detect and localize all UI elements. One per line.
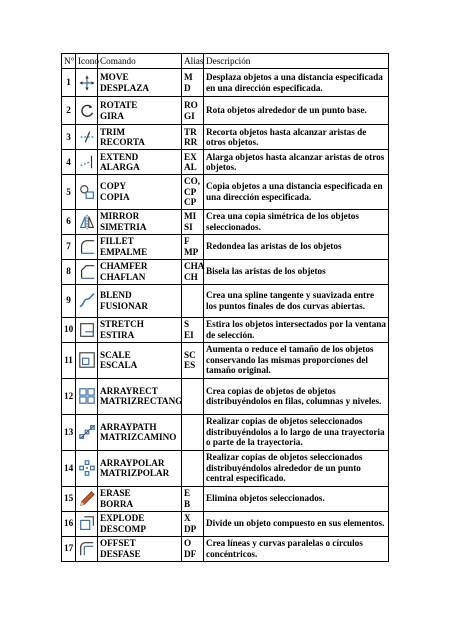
command-alias: SC ES xyxy=(182,342,204,378)
table-row xyxy=(62,97,389,125)
command-alias: S EI xyxy=(182,317,204,342)
command-name: BLEND FUSIONAR xyxy=(98,284,182,317)
command-description: Divide un objeto compuesto en sus elementos. xyxy=(204,511,389,536)
command-alias: EX AL xyxy=(182,150,204,175)
command-name: SCALE ESCALA xyxy=(98,342,182,378)
command-alias: CO, CP CP xyxy=(182,175,204,210)
stretch-icon xyxy=(76,317,98,342)
arraypath-icon xyxy=(76,414,98,450)
scale-icon xyxy=(76,342,98,378)
row-number: 13 xyxy=(62,414,76,450)
command-description: Desplaza objetos a una distancia especificada en una dirección especificada. xyxy=(204,69,389,97)
command-alias: X DP xyxy=(182,511,204,536)
command-name: ARRAYRECT MATRIZRECTANG xyxy=(98,378,182,414)
row-number: 1 xyxy=(62,69,76,97)
header-command: Comando xyxy=(98,54,182,69)
table-row xyxy=(62,284,389,317)
command-alias: TR RR xyxy=(182,125,204,150)
command-name: OFFSET DESFASE xyxy=(98,536,182,561)
table-row xyxy=(62,234,389,259)
command-alias xyxy=(182,450,204,486)
table-row xyxy=(62,317,389,342)
command-description: Redondea las aristas de los objetos xyxy=(204,234,389,259)
command-alias: CHA CH xyxy=(182,259,204,284)
command-description: Crea copias de objetos de objetos distribuyéndolos en filas, columnas y niveles. xyxy=(204,378,389,414)
command-description: Estira los objetos intersectados por la ventana de selección. xyxy=(204,317,389,342)
command-alias: F MP xyxy=(182,234,204,259)
command-name: ARRAYPATH MATRIZCAMINO xyxy=(98,414,182,450)
table-row xyxy=(62,125,389,150)
command-name: ARRAYPOLAR MATRIZPOLAR xyxy=(98,450,182,486)
command-name: MOVE DESPLAZA xyxy=(98,69,182,97)
table-row xyxy=(62,209,389,234)
row-number: 12 xyxy=(62,378,76,414)
row-number: 4 xyxy=(62,150,76,175)
move-icon xyxy=(76,69,98,97)
command-alias xyxy=(182,414,204,450)
row-number: 11 xyxy=(62,342,76,378)
trim-icon xyxy=(76,125,98,150)
command-name: CHAMFER CHAFLAN xyxy=(98,259,182,284)
command-alias xyxy=(182,284,204,317)
row-number: 9 xyxy=(62,284,76,317)
mirror-icon xyxy=(76,209,98,234)
command-alias: M D xyxy=(182,69,204,97)
command-description: Crea una copia simétrica de los objetos seleccionados. xyxy=(204,209,389,234)
command-description: Bisela las aristas de los objetos xyxy=(204,259,389,284)
arraypolar-icon xyxy=(76,450,98,486)
command-name: EXTEND ALARGA xyxy=(98,150,182,175)
command-description: Aumenta o reduce el tamaño de los objetos conservando las mismas proporciones del tamaño original. xyxy=(204,342,389,378)
table-row xyxy=(62,536,389,561)
command-name: FILLET EMPALME xyxy=(98,234,182,259)
command-description: Rota objetos alrededor de un punto base. xyxy=(204,97,389,125)
command-description: Realizar copias de objetos seleccionados distribuyéndolos alrededor de un punto central especificado. xyxy=(204,450,389,486)
row-number: 8 xyxy=(62,259,76,284)
command-name: ROTATE GIRA xyxy=(98,97,182,125)
table-row xyxy=(62,511,389,536)
rotate-icon xyxy=(76,97,98,125)
table-row xyxy=(62,342,389,378)
header-icon: Icono xyxy=(76,54,98,69)
command-description: Recorta objetos hasta alcanzar aristas de otros objetos. xyxy=(204,125,389,150)
command-alias xyxy=(182,378,204,414)
row-number: 2 xyxy=(62,97,76,125)
row-number: 6 xyxy=(62,209,76,234)
table-row xyxy=(62,486,389,511)
table-row xyxy=(62,175,389,210)
command-name: MIRROR SIMETRIA xyxy=(98,209,182,234)
command-alias: E B xyxy=(182,486,204,511)
command-description: Elimina objetos seleccionados. xyxy=(204,486,389,511)
blend-icon xyxy=(76,284,98,317)
command-name: STRETCH ESTIRA xyxy=(98,317,182,342)
row-number: 17 xyxy=(62,536,76,561)
fillet-icon xyxy=(76,234,98,259)
table-row xyxy=(62,450,389,486)
table-row xyxy=(62,414,389,450)
row-number: 16 xyxy=(62,511,76,536)
row-number: 10 xyxy=(62,317,76,342)
header-row xyxy=(62,54,389,69)
commands-table xyxy=(61,53,389,562)
row-number: 15 xyxy=(62,486,76,511)
header-alias: Alias xyxy=(182,54,204,69)
offset-icon xyxy=(76,536,98,561)
row-number: 3 xyxy=(62,125,76,150)
extend-icon xyxy=(76,150,98,175)
command-description: Realizar copias de objetos seleccionados distribuyéndolos a lo largo de una trayectoria o parte de la trayectoria. xyxy=(204,414,389,450)
row-number: 7 xyxy=(62,234,76,259)
chamfer-icon xyxy=(76,259,98,284)
table-row xyxy=(62,150,389,175)
command-description: Crea una spline tangente y suavizada entre los puntos finales de dos curvas abiertas. xyxy=(204,284,389,317)
row-number: 5 xyxy=(62,175,76,210)
table-row xyxy=(62,259,389,284)
table-row xyxy=(62,378,389,414)
command-name: ERASE BORRA xyxy=(98,486,182,511)
command-name: COPY COPIA xyxy=(98,175,182,210)
command-alias: MI SI xyxy=(182,209,204,234)
explode-icon xyxy=(76,511,98,536)
header-description: Descripción xyxy=(204,54,389,69)
command-alias: O DF xyxy=(182,536,204,561)
command-alias: RO GI xyxy=(182,97,204,125)
command-description: Alarga objetos hasta alcanzar aristas de otros objetos. xyxy=(204,150,389,175)
header-number: N° xyxy=(62,54,76,69)
erase-icon xyxy=(76,486,98,511)
copy-icon xyxy=(76,175,98,210)
command-name: TRIM RECORTA xyxy=(98,125,182,150)
command-description: Copia objetos a una distancia especificada en una dirección especificada. xyxy=(204,175,389,210)
row-number: 14 xyxy=(62,450,76,486)
arrayrect-icon xyxy=(76,378,98,414)
command-description: Crea líneas y curvas paralelas o círculos concéntricos. xyxy=(204,536,389,561)
table-row xyxy=(62,69,389,97)
command-name: EXPLODE DESCOMP xyxy=(98,511,182,536)
